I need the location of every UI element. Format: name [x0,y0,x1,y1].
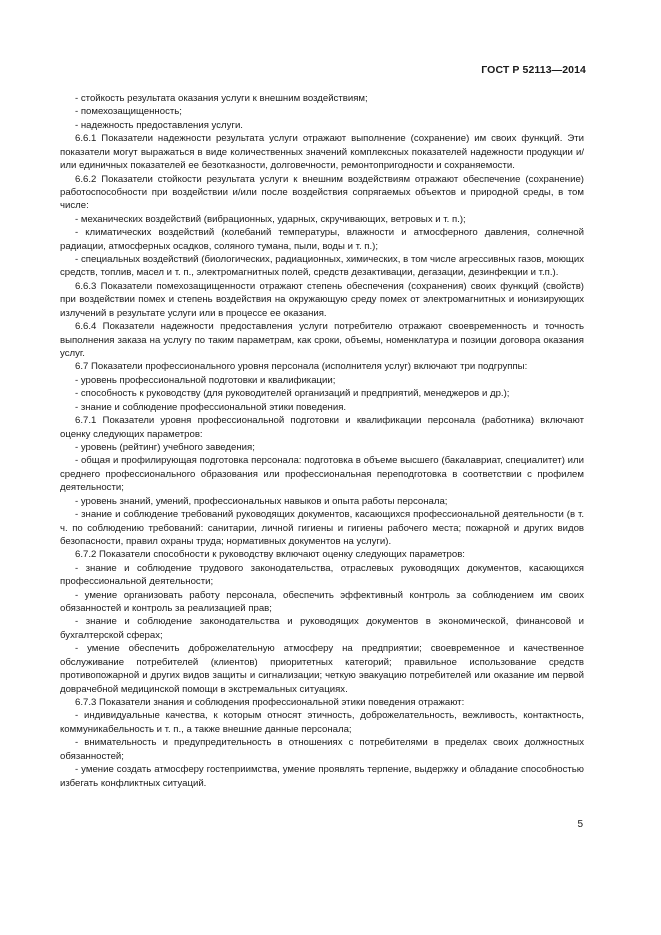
list-item: - внимательность и предупредительность в отношениях с потребителями в пределах своих должностных обязанностей; [60,737,584,762]
list-item: - умение организовать работу персонала, обеспечить эффективный контроль за соблюдением им своих обязанностей и контроль за реализацией прав; [60,589,584,615]
list-item: - надежность предоставления услуги. [75,119,243,131]
page-number: 5 [577,819,583,830]
list-item: - знание и соблюдение профессиональной этики поведения. [75,401,347,413]
list-item: - знание и соблюдение требований руководящих документов, касающихся профессиональной деятельности (в т. ч. по соблюдению требований: санитарии, личной гигиены и гигиены рабочего места; пожарной и других видов безопасности, правил охраны труда; нормативных документов на услуги). [60,509,584,547]
list-item: - специальных воздействий (биологических, радиационных, химических, в том числе агрессивных газов, моющих средств, топлив, масел и т. п., электромагнитных полей, средств дезактивации, дегазации, дезинфекции и т.п.). [60,254,584,279]
list-item: - уровень (рейтинг) учебного заведения; [75,441,255,453]
list-item: - способность к руководству (для руководителей организаций и предприятий, менеджеров и др.); [75,388,510,400]
clause-6-7-1: 6.7.1 Показатели уровня профессиональной подготовки и квалификации персонала (работника) включают оценку следующих параметров: [60,415,584,440]
list-item: - индивидуальные качества, к которым относят этичность, доброжелательность, вежливость, контактность, коммуникабельность и т. п., а также внешние данные персонала; [60,710,584,735]
list-item: - помехозащищенность; [75,106,182,118]
clause-6-6-3: 6.6.3 Показатели помехозащищенности отражают степень обеспечения (сохранения) своих функций (свойств) при воздействии помех и степень воздействия на окружающую среду помех от электромагнитных и ионизирующих излучений в результате услуги или в процессе ее оказания. [60,280,584,319]
list-item: - механических воздействий (вибрационных, ударных, скручивающих, ветровых и т. п.); [75,213,466,225]
clause-6-6-1: 6.6.1 Показатели надежности результата услуги отражают выполнение (сохранение) им своих функций. Эти показатели могут выражаться в виде количественных значений комплексных показателей надежности продукции и/или единичных показателей ее безотказности, долговечности, ремонтопригодности и сохраняемости. [60,133,584,172]
list-item: - знание и соблюдение трудового законодательства, отраслевых руководящих документов, касающихся профессиональной деятельности; [60,562,584,588]
document-body [60,92,584,790]
clause-6-7-3: 6.7.3 Показатели знания и соблюдения профессиональной этики поведения отражают: [75,696,465,708]
list-item: - знание и соблюдение законодательства и руководящих документов в экономической, финансовой и бухгалтерской сферах; [60,616,584,641]
clause-6-7-2: 6.7.2 Показатели способности к руководству включают оценку следующих параметров: [75,549,465,561]
list-item: - уровень профессиональной подготовки и квалификации; [75,374,336,386]
document-header: ГОСТ Р 52113—2014 [481,64,586,76]
list-item: - умение создать атмосферу гостеприимства, умение проявлять терпение, выдержку и обладание способностью избегать конфликтных ситуаций. [60,764,584,789]
list-item: - климатических воздействий (колебаний температуры, влажности и атмосферного давления, солнечной радиации, атмосферных осадков, соляного тумана, пыли, воды и т. п.); [60,227,584,252]
list-item: - умение обеспечить доброжелательную атмосферу на предприятии; своевременное и качественное обслуживание потребителей (клиентов) приоритетных категорий; правильное использование средств противопожарной и других видов защиты и сигнализации; четкую эвакуацию потребителей или оказание им первой доврачебной медицинской помощи в экстремальных ситуациях. [60,643,584,695]
list-item: - стойкость результата оказания услуги к внешним воздействиям; [75,93,368,104]
clause-6-6-2: 6.6.2 Показатели стойкости результата услуги к внешним воздействиям отражают обеспечение (сохранение) работоспособности при воздействии и/или после воздействия сопрягаемых объектов и природной среды, в том числе: [60,173,584,212]
clause-6-7: 6.7 Показатели профессионального уровня персонала (исполнителя услуг) включают три подгруппы: [75,361,528,373]
list-item: - уровень знаний, умений, профессиональных навыков и опыта работы персонала; [75,495,448,507]
list-item: - общая и профилирующая подготовка персонала: подготовка в объеме высшего (бакалавриат, специалитет) или среднего профессионального образования или профессиональная переподготовка в соответствии с профилем деятельности; [60,455,584,494]
clause-6-6-4: 6.6.4 Показатели надежности предоставления услуги потребителю отражают своевременность и точность выполнения заказа на услугу по таким параметрам, как сроки, объемы, номенклатура и позиции договора оказания услуг. [60,321,584,360]
